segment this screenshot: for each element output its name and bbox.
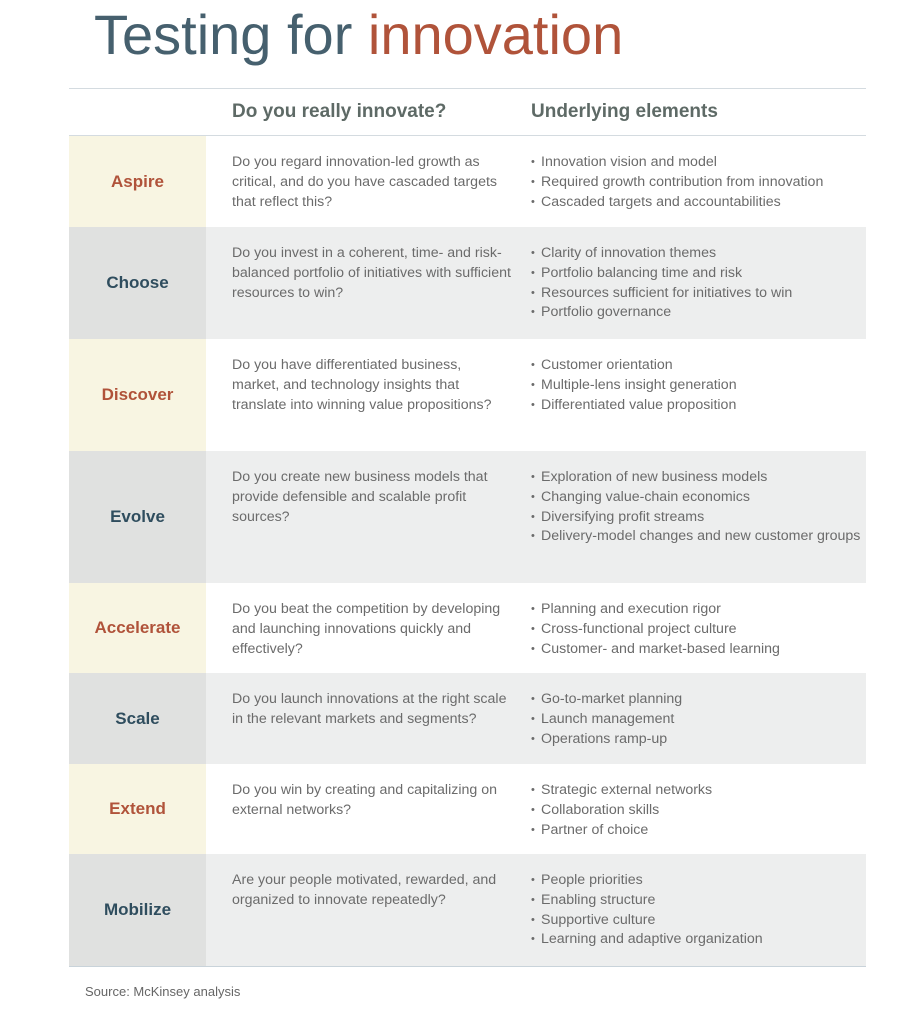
page-title [94, 2, 623, 68]
element-item: • Multiple-lens insight generation [531, 376, 861, 396]
element-item: • Portfolio governance [531, 303, 861, 323]
row-label: Discover [69, 339, 206, 451]
element-item: • Planning and execution rigor [531, 600, 861, 620]
element-item: • Portfolio balancing time and risk [531, 264, 861, 284]
innovation-table [69, 88, 866, 967]
element-item: • People priorities [531, 871, 861, 891]
row-question: Do you create new business models that provide defensible and scalable profit sources? [232, 469, 488, 525]
row-label: Mobilize [69, 854, 206, 966]
column-header-elements: Underlying elements [531, 101, 718, 122]
underlying-elements-list [531, 871, 861, 950]
table-bottom-rule [69, 966, 866, 967]
element-item: • Enabling structure [531, 891, 861, 911]
element-item: • Learning and adaptive organization [531, 930, 861, 950]
underlying-elements-list [531, 468, 861, 547]
table-row [69, 339, 866, 451]
element-item: • Exploration of new business models [531, 468, 861, 488]
row-question: Do you have differentiated business, market, and technology insights that translate into winning value propositions? [232, 357, 492, 413]
table-row [69, 583, 866, 673]
element-item: • Strategic external networks [531, 781, 861, 801]
element-item: • Differentiated value proposition [531, 396, 861, 416]
row-question: Do you invest in a coherent, time- and risk-balanced portfolio of initiatives with sufficient resources to win? [232, 245, 511, 301]
row-question: Do you launch innovations at the right scale in the relevant markets and segments? [232, 691, 507, 727]
element-item: • Customer orientation [531, 356, 861, 376]
element-item: • Clarity of innovation themes [531, 244, 861, 264]
underlying-elements-list [531, 356, 861, 415]
row-label: Scale [69, 673, 206, 764]
element-item: • Required growth contribution from innovation [531, 173, 861, 193]
underlying-elements-list [531, 244, 861, 323]
underlying-elements-list [531, 690, 861, 749]
element-item: • Cross-functional project culture [531, 620, 861, 640]
underlying-elements-list [531, 600, 861, 659]
table-row [69, 136, 866, 227]
source-note: Source: McKinsey analysis [85, 984, 241, 999]
row-question: Do you win by creating and capitalizing on external networks? [232, 782, 497, 818]
column-header-question: Do you really innovate? [232, 101, 447, 122]
element-item: • Customer- and market-based learning [531, 640, 861, 660]
element-item: • Collaboration skills [531, 801, 861, 821]
row-label: Aspire [69, 136, 206, 227]
element-item: • Cascaded targets and accountabilities [531, 193, 861, 213]
element-item: • Supportive culture [531, 911, 861, 931]
element-item: • Go-to-market planning [531, 690, 861, 710]
element-item: • Launch management [531, 710, 861, 730]
row-question: Are your people motivated, rewarded, and organized to innovate repeatedly? [232, 872, 497, 908]
row-question: Do you regard innovation-led growth as critical, and do you have cascaded targets that reflect this? [232, 154, 497, 210]
row-question: Do you beat the competition by developing and launching innovations quickly and effectively? [232, 601, 501, 657]
table-row [69, 227, 866, 339]
table-header [69, 89, 866, 135]
element-item: • Resources sufficient for initiatives to win [531, 284, 861, 304]
row-label: Extend [69, 764, 206, 854]
row-label: Accelerate [69, 583, 206, 673]
element-item: • Diversifying profit streams [531, 508, 861, 528]
underlying-elements-list [531, 153, 861, 212]
row-label: Choose [69, 227, 206, 339]
element-item: • Changing value-chain economics [531, 488, 861, 508]
element-item: • Operations ramp-up [531, 730, 861, 750]
table-row [69, 764, 866, 854]
title-part-1: Testing for [94, 3, 368, 66]
table-row [69, 673, 866, 764]
element-item: • Partner of choice [531, 821, 861, 841]
table-row [69, 854, 866, 966]
table-body [69, 136, 866, 966]
table-row [69, 451, 866, 583]
row-label: Evolve [69, 451, 206, 583]
element-item: • Delivery-model changes and new customer groups [531, 527, 861, 547]
title-part-2: innovation [367, 3, 624, 66]
element-item: • Innovation vision and model [531, 153, 861, 173]
underlying-elements-list [531, 781, 861, 840]
